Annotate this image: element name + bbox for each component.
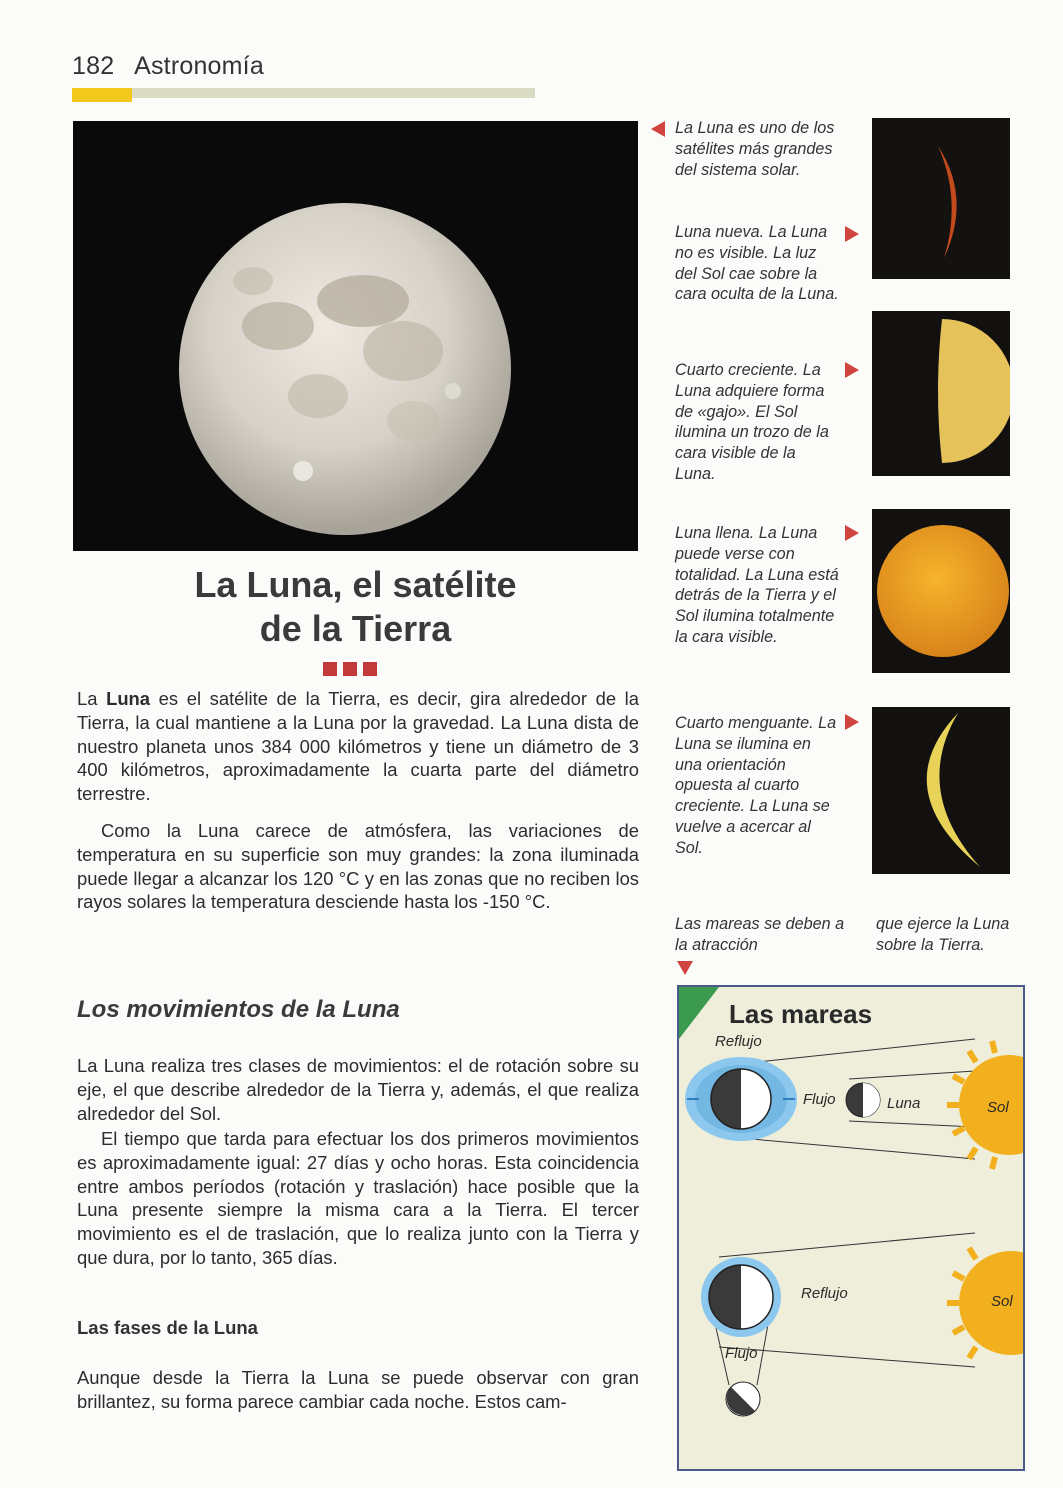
- subheading-phases: Las fases de la Luna: [77, 1317, 258, 1338]
- full-moon-small-photo: [872, 509, 1010, 673]
- section-heading-movements: Los movimientos de la Luna: [77, 996, 400, 1023]
- pointer-right-icon: [845, 714, 859, 730]
- ornament-square: [323, 662, 337, 676]
- page-title: [73, 563, 638, 651]
- title-ornament: [323, 662, 393, 676]
- page-header: [72, 52, 264, 81]
- header-accent: [72, 88, 132, 102]
- caption-tides-left: Las mareas se deben a la atracción: [675, 915, 845, 954]
- ornament-square: [363, 662, 377, 676]
- first-quarter-moon-photo: [872, 311, 1010, 476]
- label-luna: Luna: [887, 1095, 921, 1112]
- title-line-1: La Luna, el satélite: [194, 564, 517, 605]
- last-quarter-moon-photo: [872, 707, 1010, 874]
- label-sol-top: Sol: [987, 1099, 1009, 1116]
- pointer-right-icon: [845, 525, 859, 541]
- pointer-left-icon: [651, 121, 665, 137]
- ornament-square: [343, 662, 357, 676]
- pointer-right-icon: [845, 226, 859, 242]
- label-flujo-top: Flujo: [803, 1091, 836, 1108]
- caption-full-moon: Luna llena. La Luna puede verse con totalidad. La Luna está detrás de la Tierra y el Sol ilumina totalmente la cara visible.: [675, 524, 839, 646]
- title-line-2: de la Tierra: [259, 608, 452, 649]
- intro-paragraph-1: La Luna es el satélite de la Tierra, es decir, gira alrededor de la Tierra, la cual mantiene a la Luna por la gravedad. La Luna dista de nuestro planeta unos 384 000 kilómetros y tiene un diámetro de 3 400 kilómetros, aproximadamente la cuarta parte del diámetro terrestre.: [77, 688, 639, 805]
- header-rule: [72, 88, 535, 98]
- label-flujo-bottom: Flujo: [725, 1345, 758, 1362]
- label-reflujo-top: Reflujo: [715, 1033, 762, 1050]
- pointer-right-icon: [845, 362, 859, 378]
- label-sol-bottom: Sol: [991, 1293, 1013, 1310]
- phases-paragraph-1: Aunque desde la Tierra la Luna se puede observar con gran brillantez, su forma parece cambiar cada noche. Estos cam-: [77, 1367, 639, 1412]
- page-number: 182: [72, 52, 115, 80]
- tides-title: Las mareas: [729, 999, 873, 1029]
- caption-last-quarter: Cuarto menguante. La Luna se ilumina en una orientación opuesta al cuarto creciente. La Luna se vuelve a acercar al Sol.: [675, 714, 837, 857]
- new-moon-photo: [872, 118, 1010, 279]
- section-name: Astronomía: [134, 52, 264, 80]
- pointer-down-icon: [677, 961, 693, 975]
- caption-new-moon: Luna nueva. La Luna no es visible. La luz del Sol cae sobre la cara oculta de la Luna.: [675, 223, 839, 304]
- bold-term-luna: Luna: [106, 688, 151, 709]
- caption-first-quarter: Cuarto creciente. La Luna adquiere forma de «gajo». El Sol ilumina un trozo de la cara visible de la Luna.: [675, 361, 829, 483]
- caption-main-photo: La Luna es uno de los satélites más grandes del sistema solar.: [675, 119, 835, 179]
- intro-paragraph-2: Como la Luna carece de atmósfera, las variaciones de temperatura en su superficie son muy grandes: la zona iluminada puede llegar a alcanzar los 120 °C y en las zonas que no reciben los rayos solares la temperatura desciende hasta los -150 °C.: [77, 820, 639, 913]
- label-reflujo-bottom: Reflujo: [801, 1285, 848, 1302]
- tides-diagram: [677, 985, 1025, 1471]
- movements-paragraph-1: La Luna realiza tres clases de movimientos: el de rotación sobre su eje, el que describe alrededor de la Tierra y, además, el que realiza alrededor del Sol.: [77, 1055, 639, 1124]
- movements-paragraph-2: El tiempo que tarda para efectuar los dos primeros movimientos es aproximadamente igual: 27 días y ocho horas. Esta coincidencia entre ambos períodos (rotación y traslación) hace posible que la Luna presente siempre la misma cara a la Tierra. El tercer movimiento es el de traslación, que lo realiza junto con la Tierra y que dura, por lo tanto, 365 días.: [77, 1128, 639, 1268]
- caption-tides-right: que ejerce la Luna sobre la Tierra.: [876, 915, 1010, 954]
- full-moon-photo: [73, 121, 638, 551]
